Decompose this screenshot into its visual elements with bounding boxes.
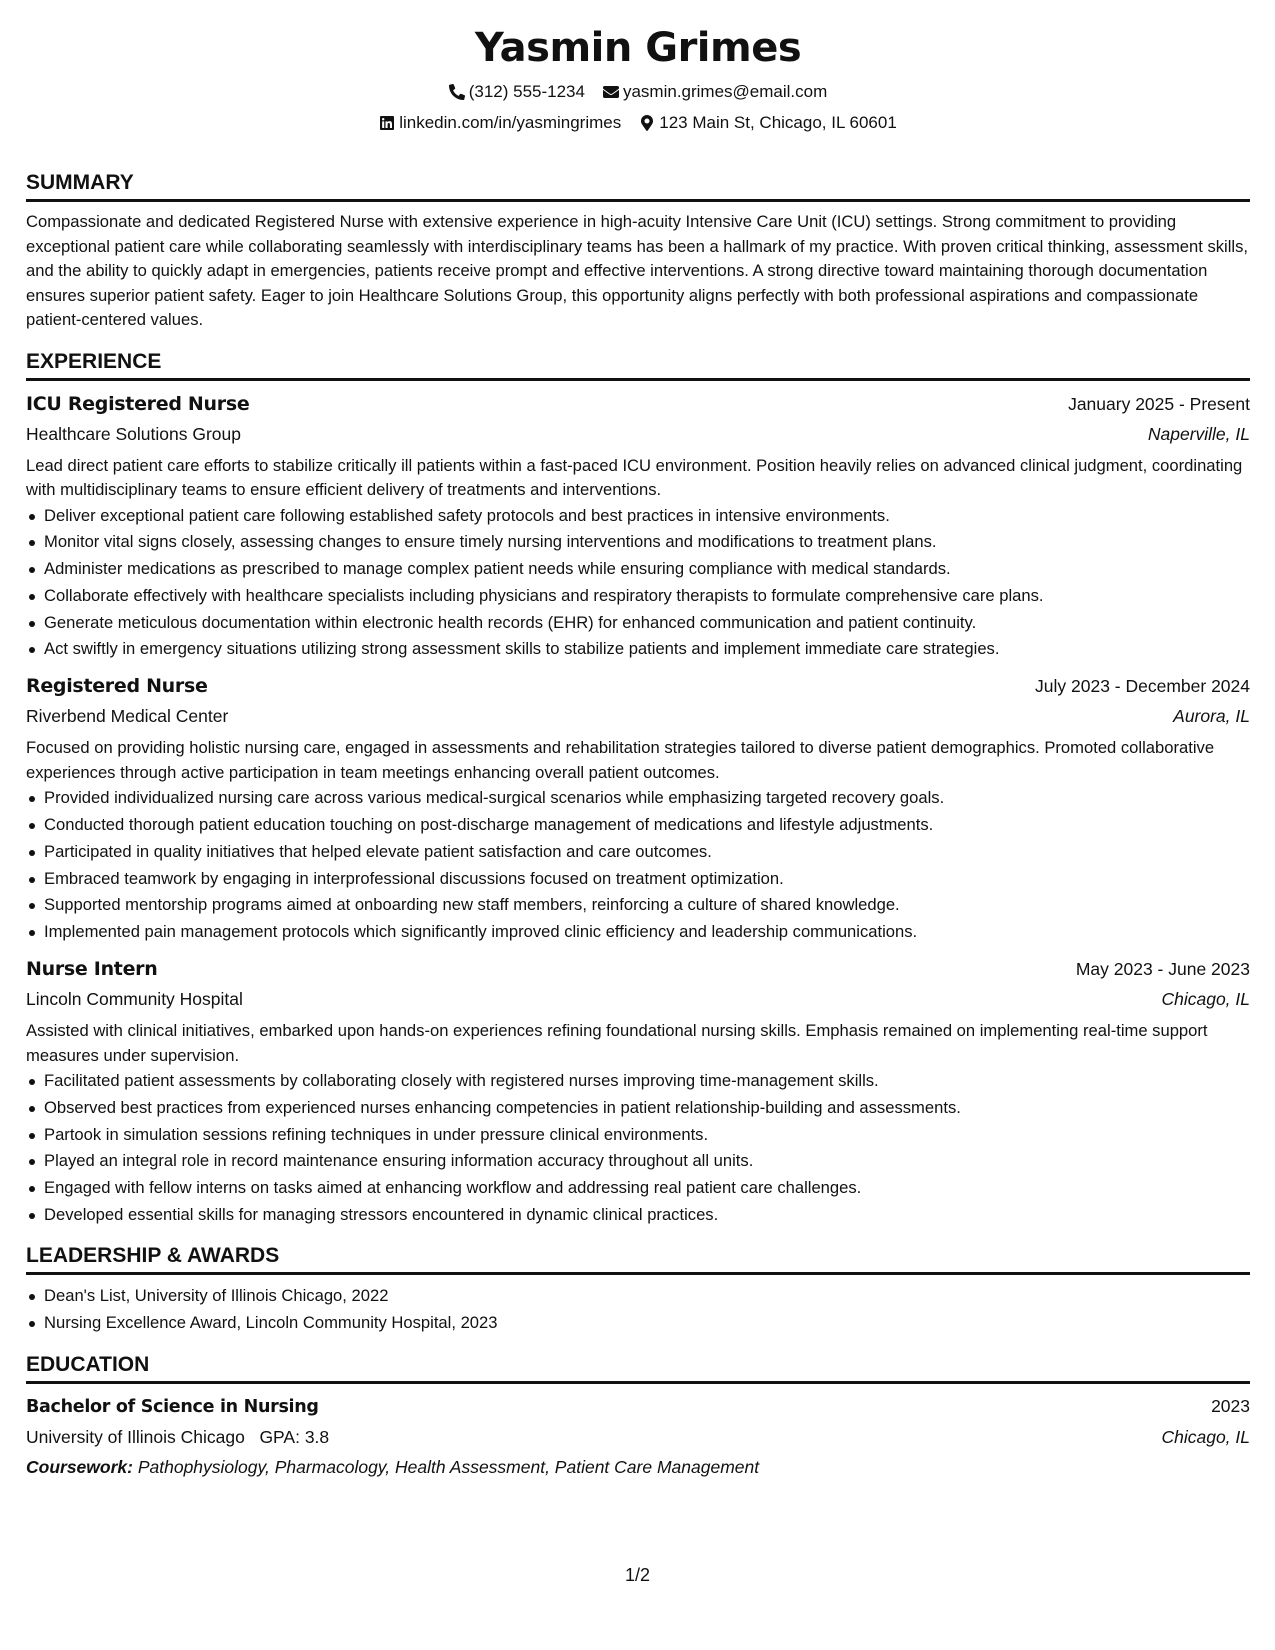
school-name: University of Illinois Chicago bbox=[26, 1427, 245, 1448]
experience-heading: EXPERIENCE bbox=[26, 349, 1250, 381]
job-description: Lead direct patient care efforts to stabilize critically ill patients within a fast-paced ICU environment. Position heavily relies on advanced clinical judgment, coordinating with multidisciplinary teams to ensure efficient delivery of treatments and interventions. bbox=[26, 455, 1243, 499]
list-item: Implemented pain management protocols which significantly improved clinic efficiency and leadership communications. bbox=[26, 919, 1250, 946]
job-dates: January 2025 - Present bbox=[1068, 393, 1250, 414]
linkedin-contact[interactable] bbox=[379, 111, 621, 135]
map-marker-icon bbox=[639, 115, 655, 131]
job-dates: May 2023 - June 2023 bbox=[1075, 959, 1250, 980]
company-name: Lincoln Community Hospital bbox=[26, 989, 243, 1010]
list-item: Administer medications as prescribed to manage complex patient needs while ensuring compliance with medical standards. bbox=[26, 556, 1250, 583]
job-header-row bbox=[26, 389, 1250, 419]
list-item: Observed best practices from experienced nurses enhancing competencies in patient relationship-building and assessments. bbox=[26, 1095, 1250, 1122]
summary-text: Compassionate and dedicated Registered Nurse with extensive experience in high-acuity Intensive Care Unit (ICU) settings. Strong commitment to providing exceptional patient care while collaborating seamlessly with interdisciplinary teams has been a hallmark of my practice. With proven critical thinking, assessment skills, and the ability to quickly adapt in emergencies, patients receive prompt and effective interventions. A strong directive toward maintaining thorough documentation ensures superior patient safety. Eager to join Healthcare Solutions Group, this opportunity aligns perfectly with both professional aspirations and compassionate patient-centered values. bbox=[26, 212, 1249, 329]
phone-icon bbox=[449, 84, 465, 100]
job-entry bbox=[26, 954, 1250, 1229]
education-degree-row bbox=[26, 1392, 1250, 1422]
contact-line-2 bbox=[26, 111, 1250, 135]
awards-list bbox=[26, 1283, 1250, 1337]
list-item: Facilitated patient assessments by collaborating closely with registered nurses improving time-management skills. bbox=[26, 1068, 1250, 1095]
awards-heading: LEADERSHIP & AWARDS bbox=[26, 1243, 1250, 1275]
summary-heading: SUMMARY bbox=[26, 170, 1250, 202]
company-name: Healthcare Solutions Group bbox=[26, 423, 241, 444]
education-heading: EDUCATION bbox=[26, 1352, 1250, 1384]
list-item: Engaged with fellow interns on tasks aimed at enhancing workflow and addressing real patient care challenges. bbox=[26, 1175, 1250, 1202]
contact-line-1 bbox=[26, 80, 1250, 104]
job-bullets bbox=[26, 503, 1250, 664]
list-item: Monitor vital signs closely, assessing changes to ensure timely nursing interventions and modifications to treatment plans. bbox=[26, 529, 1250, 556]
list-item: Embraced teamwork by engaging in interprofessional discussions focused on treatment optimization. bbox=[26, 866, 1250, 893]
job-company-row bbox=[26, 419, 1250, 449]
linkedin-url[interactable]: linkedin.com/in/yasmingrimes bbox=[399, 113, 622, 132]
candidate-name: Yasmin Grimes bbox=[474, 25, 802, 71]
education-section bbox=[26, 1352, 1250, 1482]
list-item: Partook in simulation sessions refining techniques in under pressure clinical environments. bbox=[26, 1122, 1250, 1149]
email-address[interactable]: yasmin.grimes@email.com bbox=[622, 82, 828, 101]
coursework bbox=[26, 1452, 1250, 1482]
summary-section bbox=[26, 170, 1250, 333]
job-location: Naperville, IL bbox=[1147, 423, 1250, 444]
job-company-row bbox=[26, 701, 1250, 731]
list-item: Nursing Excellence Award, Lincoln Community Hospital, 2023 bbox=[26, 1310, 1250, 1337]
list-item: Collaborate effectively with healthcare specialists including physicians and respiratory therapists to formulate comprehensive care plans. bbox=[26, 583, 1250, 610]
job-bullets bbox=[26, 1068, 1250, 1229]
job-header-row bbox=[26, 954, 1250, 984]
list-item: Participated in quality initiatives that helped elevate patient satisfaction and care outcomes. bbox=[26, 839, 1250, 866]
coursework-list: Pathophysiology, Pharmacology, Health Assessment, Patient Care Management bbox=[137, 1457, 760, 1478]
phone-number: (312) 555-1234 bbox=[468, 82, 585, 101]
list-item: Act swiftly in emergency situations utilizing strong assessment skills to stabilize patients and implement immediate care strategies. bbox=[26, 636, 1250, 663]
job-entry bbox=[26, 671, 1250, 946]
job-header-row bbox=[26, 671, 1250, 701]
list-item: Played an integral role in record maintenance ensuring information accuracy throughout all units. bbox=[26, 1148, 1250, 1175]
coursework-label: Coursework: bbox=[26, 1457, 133, 1478]
list-item: Generate meticulous documentation within electronic health records (EHR) for enhanced communication and patient continuity. bbox=[26, 610, 1250, 637]
experience-section bbox=[26, 349, 1250, 1229]
resume-header bbox=[26, 0, 1250, 135]
school-location: Chicago, IL bbox=[1161, 1427, 1250, 1448]
job-location: Chicago, IL bbox=[1161, 989, 1250, 1010]
list-item: Developed essential skills for managing stressors encountered in dynamic clinical practices. bbox=[26, 1202, 1250, 1229]
street-address: 123 Main St, Chicago, IL 60601 bbox=[659, 113, 897, 132]
job-description: Assisted with clinical initiatives, embarked upon hands-on experiences refining foundational nursing skills. Emphasis remained on implementing real-time support measures under supervision. bbox=[26, 1021, 1208, 1065]
school-info bbox=[26, 1422, 329, 1452]
phone-contact bbox=[449, 80, 585, 104]
list-item: Deliver exceptional patient care following established safety protocols and best practices in intensive environments. bbox=[26, 503, 1250, 530]
job-title: Nurse Intern bbox=[26, 958, 158, 981]
address-contact bbox=[639, 111, 897, 135]
page-number: 1/2 bbox=[624, 1565, 651, 1585]
job-company-row bbox=[26, 984, 1250, 1014]
company-name: Riverbend Medical Center bbox=[26, 706, 229, 727]
graduation-year: 2023 bbox=[1211, 1396, 1250, 1417]
list-item: Dean's List, University of Illinois Chicago, 2022 bbox=[26, 1283, 1250, 1310]
job-entry bbox=[26, 389, 1250, 664]
gpa: GPA: 3.8 bbox=[259, 1427, 330, 1448]
job-title: ICU Registered Nurse bbox=[26, 392, 250, 415]
job-description: Focused on providing holistic nursing care, engaged in assessments and rehabilitation strategies tailored to diverse patient demographics. Promoted collaborative experiences through active participation in team meetings enhancing overall patient outcomes. bbox=[26, 738, 1215, 782]
resume-page bbox=[26, 0, 1250, 1482]
education-school-row bbox=[26, 1422, 1250, 1452]
job-bullets bbox=[26, 785, 1250, 946]
list-item: Provided individualized nursing care across various medical-surgical scenarios while emphasizing targeted recovery goals. bbox=[26, 785, 1250, 812]
list-item: Supported mentorship programs aimed at onboarding new staff members, reinforcing a culture of shared knowledge. bbox=[26, 892, 1250, 919]
awards-section bbox=[26, 1243, 1250, 1337]
email-contact[interactable] bbox=[603, 80, 827, 104]
linkedin-icon bbox=[379, 115, 395, 131]
degree-name: Bachelor of Science in Nursing bbox=[26, 1397, 319, 1418]
job-location: Aurora, IL bbox=[1173, 706, 1250, 727]
envelope-icon bbox=[603, 84, 619, 100]
list-item: Conducted thorough patient education touching on post-discharge management of medications and lifestyle adjustments. bbox=[26, 812, 1250, 839]
job-title: Registered Nurse bbox=[26, 675, 208, 698]
job-dates: July 2023 - December 2024 bbox=[1035, 676, 1250, 697]
